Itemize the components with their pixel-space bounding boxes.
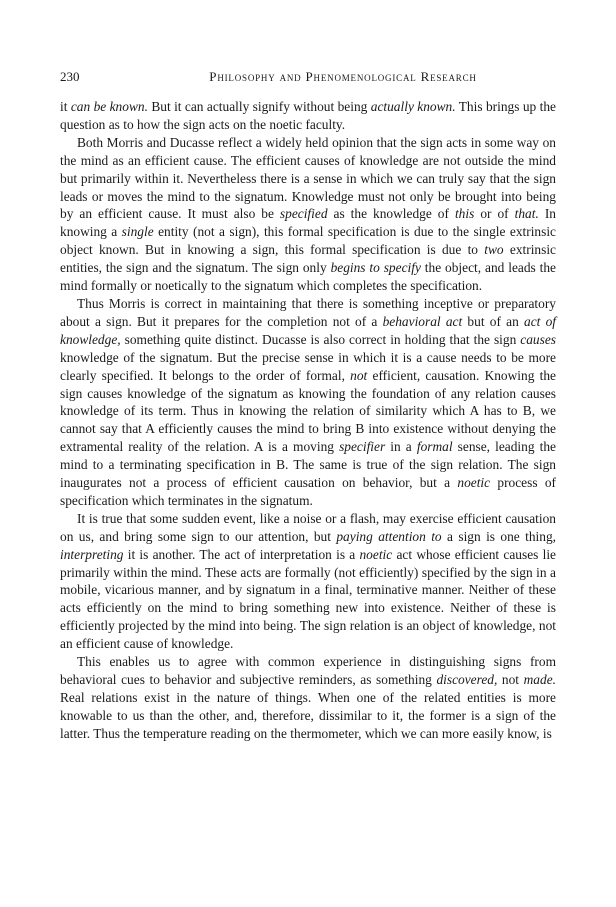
- paragraph: [60, 295, 556, 510]
- text-run: but of an: [462, 313, 524, 329]
- text-run: a sign is one thing,: [441, 528, 556, 544]
- paragraph: [60, 134, 556, 295]
- text-run: it: [60, 99, 71, 114]
- text-run: Both Morris and Ducasse reflect a widely held opinion that the sign acts in some way on the mind as an efficient cause. The efficient causes of knowledge are not outside the mind but primarily within it. Nevertheless there is a sense in which we can truly say that the sign leads or moves the mind to the signatum. Knowledge must not only be brought into being by an efficient cause. It must also be: [60, 134, 556, 222]
- italic-text: this: [454, 206, 475, 222]
- italic-text: paying attention to: [336, 528, 442, 544]
- text-run: In knowing a: [60, 206, 556, 240]
- running-head: [60, 68, 558, 86]
- italic-text: two: [484, 242, 504, 258]
- page-number: 230: [60, 69, 80, 84]
- italic-text: can be known.: [70, 99, 148, 114]
- text-run: not: [497, 672, 524, 687]
- journal-title: Philosophy and Phenomenological Research: [209, 69, 477, 84]
- italic-text: behavioral act: [382, 313, 463, 329]
- text-run: Thus Morris is correct in maintaining that there is something inceptive or preparatory about a sign. But it prepares for the completion not of a: [60, 295, 556, 329]
- text-run: But it can actually signify without being: [147, 99, 371, 114]
- text-run: sense, leading the mind to a terminating specification in B. The same is true of the sign relation. The sign inaugurates not a process of efficient causation on behavior, but a: [60, 439, 556, 491]
- italic-text: specifier: [339, 439, 386, 455]
- paragraph: [60, 653, 556, 743]
- italic-text: actually known.: [370, 99, 456, 114]
- italic-text: act of knowledge,: [60, 313, 556, 347]
- text-run: process of specification which terminates in the signatum.: [60, 475, 556, 508]
- text-run: efficient, causation. Knowing the sign causes knowledge of the signatum as knowing the foundation of any relation causes knowledge of its term. Thus in knowing the relation of similarity which A has to B, we cannot say that A efficiently causes the mind to bring B into existence without denying the extramental reality of the relation. A is a moving: [60, 367, 556, 455]
- italic-text: specified: [279, 206, 328, 222]
- text-run: act whose efficient causes lie primarily within the mind. These acts are formally (not efficiently) specified by the sign in a mobile, vicarious manner, and by signatum in a final, terminative manner. Neither of these acts efficiently on the mind to bring something new into existence. Neither of these is efficiently projected by the mind into being. The sign relation is an object of knowledge, not an efficient cause of knowledge.: [60, 546, 556, 652]
- text-run: the object, and leads the mind formally or noetically to the signatum which completes the specification.: [60, 260, 556, 294]
- text-run: in a: [385, 439, 417, 455]
- text-run: entity (not a sign), this formal specification is due to the single extrinsic object known. But in knowing a sign, this formal specification is due to: [60, 224, 556, 258]
- italic-text: single: [121, 224, 154, 240]
- italic-text: noetic: [457, 475, 491, 491]
- text-run: Real relations exist in the nature of things. When one of the related entities is more knowable to us than the other, and, therefore, dissimilar to it, the former is a sign of the latter. Thus the temperature reading on the thermometer, which we can more easily know, is: [60, 689, 556, 741]
- text-run: extrinsic entities, the sign and the signatum. The sign only: [60, 242, 556, 276]
- text-run: something quite distinct. Ducasse is also correct in holding that the sign: [120, 331, 521, 347]
- italic-text: noetic: [359, 546, 393, 562]
- italic-text: made.: [523, 672, 556, 687]
- text-run: knowledge of the signatum. But the precise sense in which it is a cause needs to be more clearly specified. It belongs to the order of formal,: [60, 349, 556, 383]
- text-run: it is another. The act of interpretation is a: [123, 546, 360, 562]
- italic-text: discovered,: [436, 672, 498, 687]
- italic-text: that.: [514, 206, 539, 222]
- italic-text: formal: [416, 439, 453, 455]
- text-run: This brings up the question as to how the sign acts on the noetic faculty.: [60, 99, 556, 132]
- italic-text: not: [350, 367, 368, 383]
- paragraph: [60, 510, 556, 653]
- body-text: [60, 98, 556, 743]
- text-run: It is true that some sudden event, like a noise or a flash, may exercise efficient causation on us, and bring some sign to our attention, but: [60, 510, 556, 544]
- text-run: or of: [474, 206, 515, 222]
- italic-text: causes: [520, 331, 556, 347]
- italic-text: begins to specify: [330, 260, 421, 276]
- text-run: This enables us to agree with common experience in distinguishing signs from behavioral cues to behavior and subjective reminders, as something: [60, 654, 556, 687]
- italic-text: interpreting: [60, 546, 124, 562]
- paragraph: [60, 98, 556, 134]
- text-run: as the knowledge of: [327, 206, 455, 222]
